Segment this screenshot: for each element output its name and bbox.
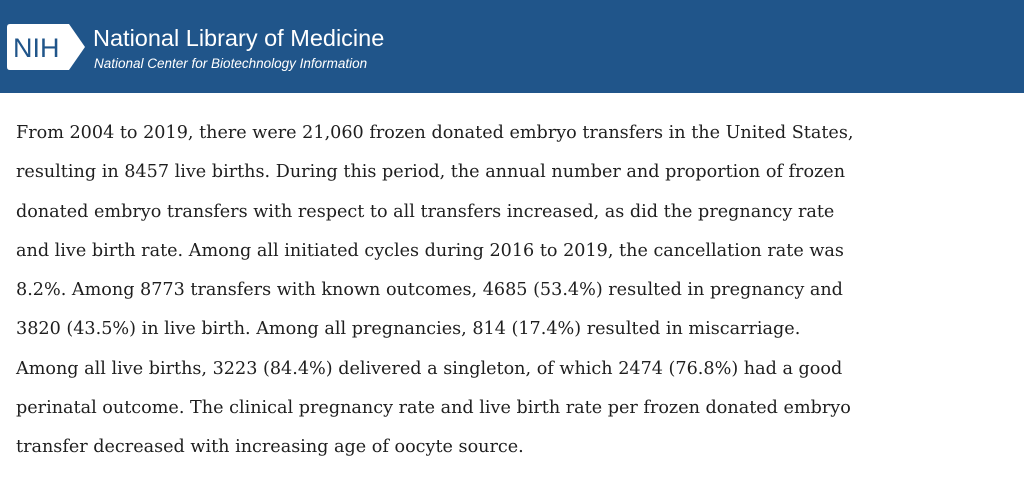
abstract-line: and live birth rate. Among all initiated cycles during 2016 to 2019, the cancellation rate was <box>16 240 844 261</box>
abstract-line: resulting in 8457 live births. During this period, the annual number and proportion of frozen <box>16 162 846 183</box>
abstract-line: 8.2%. Among 8773 transfers with known outcomes, 4685 (53.4%) resulted in pregnancy and <box>16 280 843 301</box>
site-header <box>0 0 1024 93</box>
abstract-text <box>16 114 1016 468</box>
abstract-line: perinatal outcome. The clinical pregnancy rate and live birth rate per frozen donated embryo <box>16 398 851 419</box>
org-subtitle: National Center for Biotechnology Information <box>94 56 368 71</box>
abstract-line: From 2004 to 2019, there were 21,060 frozen donated embryo transfers in the United States, <box>16 123 854 143</box>
abstract-line: transfer decreased with increasing age of oocyte source. <box>16 437 524 458</box>
abstract-line: 3820 (43.5%) in live birth. Among all pregnancies, 814 (17.4%) resulted in miscarriage. <box>16 319 801 340</box>
nih-logo[interactable] <box>7 22 89 72</box>
org-title[interactable]: National Library of Medicine <box>93 25 385 51</box>
svg-text:NIH: NIH <box>13 33 60 63</box>
nih-logo-icon <box>7 22 89 72</box>
abstract-line: donated embryo transfers with respect to all transfers increased, as did the pregnancy rate <box>16 201 835 222</box>
abstract-line: Among all live births, 3223 (84.4%) delivered a singleton, of which 2474 (76.8%) had a good <box>16 358 843 379</box>
